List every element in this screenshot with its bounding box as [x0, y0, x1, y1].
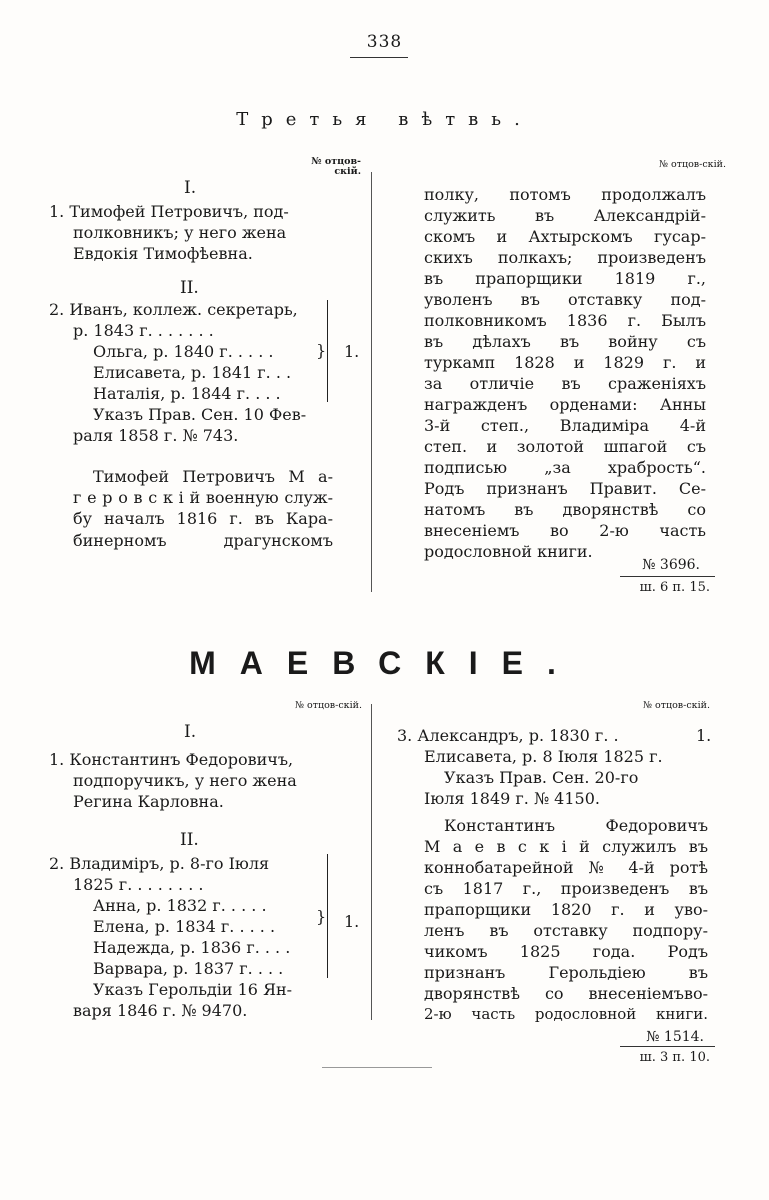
s2-gen2-line3: Елена, р. 1834 г. . . . . — [93, 917, 276, 936]
s1-gen2-decree2: раля 1858 г. № 743. — [73, 426, 239, 445]
s1-col-label-right: № отцов-скій. — [658, 159, 726, 170]
s2-bio-1: М а е в с к і й служилъ въ — [424, 837, 708, 856]
s1-gen2-brace — [326, 300, 328, 402]
s2-bio-5: ленъ въ отставку подпору- — [424, 921, 708, 940]
s2-gen3-line2: Елисавета, р. 8 Іюля 1825 г. — [424, 747, 663, 766]
s2-gen2-first: 2. Владиміръ, р. 8-го Іюля — [49, 854, 270, 873]
s1-gen1-roman: I. — [184, 178, 197, 198]
s2-col-label-left: № отцов-скій. — [294, 700, 362, 711]
s2-gen3-father-no: 1. — [696, 726, 712, 745]
s1-bio-right-8: туркамп 1828 и 1829 г. и — [424, 353, 706, 372]
s1-bio-right-15: натомъ въ дворянствѣ со — [424, 500, 706, 519]
s1-bio-right-14: Родъ признанъ Правит. Се- — [424, 479, 706, 498]
s2-gen1-roman: I. — [184, 722, 197, 742]
s2-gen2-decree1: Указъ Герольдіи 16 Ян- — [93, 980, 293, 999]
page-number: 338 — [366, 32, 403, 52]
s1-gen1-line3: Евдокія Тимофѣевна. — [73, 244, 253, 263]
s1-gen2-brace-tip: } — [316, 341, 327, 360]
s2-bio-7: признанъ Герольдіею въ — [424, 963, 708, 982]
s1-bio-right-11: 3-й степ., Владиміра 4-й — [424, 416, 706, 435]
s1-bio-right-16: внесеніемъ во 2-ю часть — [424, 521, 706, 540]
s1-bio-right-10: награжденъ орденами: Анны — [424, 395, 706, 414]
s2-bio-3: съ 1817 г., произведенъ въ — [424, 879, 708, 898]
s1-bio-left-line2: г е р о в с к і й военную служ- — [73, 488, 333, 507]
s1-column-divider — [371, 172, 372, 592]
s2-bio-4: прапорщики 1820 г. и уво- — [424, 900, 708, 919]
s2-gen1-line1: 1. Константинъ Федоровичъ, — [49, 750, 294, 769]
s2-gen2-line2: Анна, р. 1832 г. . . . . — [93, 896, 267, 915]
s2-bio-8: дворянствѣ со внесеніемъво- — [424, 984, 708, 1003]
s2-gen2-brace — [326, 854, 328, 978]
s1-bio-left-line1: Тимофей Петровичъ М а- — [93, 467, 333, 486]
s1-record-no: № 3696. — [642, 557, 700, 573]
s1-bio-right-6: полковникомъ 1836 г. Былъ — [424, 311, 706, 330]
s1-location: ш. 6 п. 15. — [639, 580, 710, 595]
s2-gen3-decree2: Іюля 1849 г. № 4150. — [424, 789, 600, 808]
section1-title: Третья вѣтвь. — [236, 109, 533, 130]
s2-gen2-line1: 1825 г. . . . . . . . — [73, 875, 204, 894]
s1-gen2-line4: Наталія, р. 1844 г. . . . — [93, 384, 281, 403]
s2-gen2-brace-tip: } — [316, 907, 327, 926]
s1-gen2-roman: II. — [180, 278, 199, 298]
s1-bio-right-4: въ прапорщики 1819 г., — [424, 269, 706, 288]
s1-col-label-left: № отцов-скій. — [311, 156, 361, 177]
s2-gen1-line2: подпоручикъ, у него жена — [73, 771, 297, 790]
s2-gen2-father-no: 1. — [344, 912, 360, 931]
s1-gen1-line2: полковникъ; у него жена — [73, 223, 287, 242]
s1-bio-right-5: уволенъ въ отставку под- — [424, 290, 706, 309]
s2-bio-2: коннобатарейной № 4-й ротѣ — [424, 858, 708, 877]
s1-bio-right-9: за отличіе въ сраженіяхъ — [424, 374, 706, 393]
s2-gen3-line1: 3. Александръ, р. 1830 г. . — [397, 726, 619, 745]
s1-bio-right-13: подписью „за храбрость“. — [424, 458, 706, 477]
s2-gen1-line3: Регина Карловна. — [73, 792, 224, 811]
s1-gen2-first: 2. Иванъ, коллеж. секретарь, — [49, 300, 298, 319]
s1-bio-right-3: скихъ полкахъ; произведенъ — [424, 248, 706, 267]
s1-bio-right-1: служить въ Александрій- — [424, 206, 706, 225]
section2-title: МАЕВСКІЕ. — [189, 645, 580, 681]
s1-bio-right-0: полку, потомъ продолжалъ — [424, 185, 706, 204]
s1-bio-left-line3: бу началъ 1816 г. въ Кара- — [73, 509, 333, 528]
s1-gen1-line1: 1. Тимофей Петровичъ, под- — [49, 202, 289, 221]
s1-gen2-father-no: 1. — [344, 342, 360, 361]
s2-bio-9: 2-ю часть родословной книги. — [424, 1005, 708, 1023]
s2-location: ш. 3 п. 10. — [639, 1050, 710, 1065]
s2-gen2-line4: Надежда, р. 1836 г. . . . — [93, 938, 291, 957]
s2-gen3-decree1: Указъ Прав. Сен. 20-го — [444, 768, 639, 787]
s2-gen2-line5: Варвара, р. 1837 г. . . . — [93, 959, 284, 978]
header-rule — [350, 57, 408, 58]
s2-bio-6: чикомъ 1825 года. Родъ — [424, 942, 708, 961]
s2-gen2-decree2: варя 1846 г. № 9470. — [73, 1001, 248, 1020]
s2-bio-0: Константинъ Федоровичъ — [444, 816, 708, 835]
s2-record-no: № 1514. — [646, 1029, 704, 1045]
s1-gen2-decree1: Указъ Прав. Сен. 10 Фев- — [93, 405, 307, 424]
s1-bio-left-line4: бинерномъ драгунскомъ — [73, 531, 333, 550]
s1-gen2-line2: Ольга, р. 1840 г. . . . . — [93, 342, 274, 361]
s1-bio-right-17: родословной книги. — [424, 542, 593, 561]
s1-bio-right-7: въ дѣлахъ въ войну съ — [424, 332, 706, 351]
footer-rule — [322, 1067, 432, 1068]
s1-gen2-line3: Елисавета, р. 1841 г. . . — [93, 363, 292, 382]
s1-bio-right-12: степ. и золотой шпагой съ — [424, 437, 706, 456]
s2-column-divider — [371, 704, 372, 1020]
s1-gen2-line1: р. 1843 г. . . . . . . — [73, 321, 214, 340]
s2-gen2-roman: II. — [180, 830, 199, 850]
s2-col-label-right: № отцов-скій. — [642, 700, 710, 711]
s1-bio-right-2: скомъ и Ахтырскомъ гусар- — [424, 227, 706, 246]
